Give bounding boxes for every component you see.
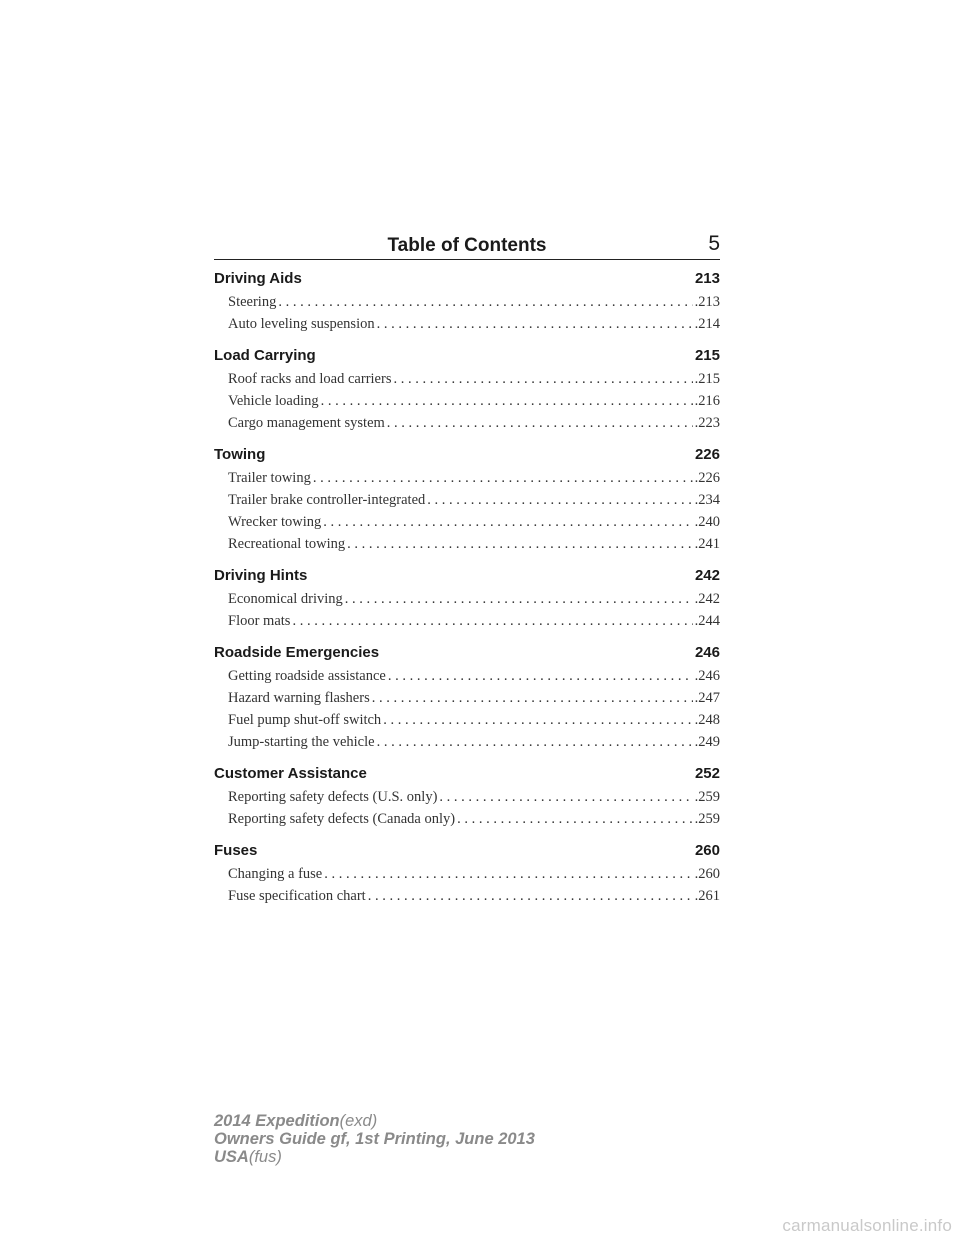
- entry-page: .234: [694, 492, 720, 508]
- dot-leader: [292, 610, 692, 632]
- page-number: 5: [708, 232, 720, 255]
- toc-entry[interactable]: [214, 786, 720, 808]
- section-heading[interactable]: [214, 444, 720, 466]
- toc-entry[interactable]: [214, 885, 720, 907]
- dot-leader: [321, 390, 693, 412]
- dot-leader: [324, 863, 692, 885]
- entry-title: Cargo management system: [228, 415, 385, 431]
- entry-page: .248: [694, 712, 720, 728]
- entry-page: .247: [694, 690, 720, 706]
- entry-title: Reporting safety defects (U.S. only): [228, 789, 438, 805]
- dot-leader: [383, 709, 692, 731]
- entry-title: Reporting safety defects (Canada only): [228, 811, 456, 827]
- toc-section: [214, 840, 720, 907]
- entry-title: Economical driving: [228, 591, 343, 607]
- page-title: Table of Contents: [387, 235, 547, 256]
- toc-list: [214, 268, 720, 907]
- toc-section: [214, 345, 720, 434]
- entry-page: .216: [694, 393, 720, 409]
- toc-entry[interactable]: [214, 291, 720, 313]
- toc-entry[interactable]: [214, 863, 720, 885]
- toc-entry[interactable]: [214, 511, 720, 533]
- entry-title: Steering: [228, 294, 277, 310]
- entry-title: Getting roadside assistance: [228, 668, 386, 684]
- entry-page: .260: [694, 866, 720, 882]
- footer-line-1: [214, 1112, 535, 1130]
- toc-entry[interactable]: [214, 588, 720, 610]
- toc-entry[interactable]: [214, 390, 720, 412]
- entry-title: Trailer towing: [228, 470, 311, 486]
- section-heading[interactable]: [214, 840, 720, 862]
- dot-leader: [387, 412, 693, 434]
- dot-leader: [313, 467, 693, 489]
- section-heading[interactable]: [214, 345, 720, 367]
- entry-page: .244: [694, 613, 720, 629]
- dot-leader: [393, 368, 692, 390]
- section-page: 213: [694, 270, 720, 287]
- dot-leader: [457, 808, 693, 830]
- entry-page: .241: [694, 536, 720, 552]
- entry-title: Hazard warning flashers: [228, 690, 370, 706]
- section-page: 246: [694, 644, 720, 661]
- toc-entry[interactable]: [214, 709, 720, 731]
- section-heading[interactable]: [214, 642, 720, 664]
- entry-title: Roof racks and load carriers: [228, 371, 392, 387]
- section-page: 252: [694, 765, 720, 782]
- toc-entry[interactable]: [214, 665, 720, 687]
- entry-page: .226: [694, 470, 720, 486]
- entry-title: Trailer brake controller-integrated: [228, 492, 426, 508]
- dot-leader: [388, 665, 693, 687]
- footer-line-3: [214, 1148, 535, 1166]
- toc-page: [214, 229, 720, 917]
- toc-entry[interactable]: [214, 731, 720, 753]
- entry-title: Wrecker towing: [228, 514, 322, 530]
- entry-title: Changing a fuse: [228, 866, 323, 882]
- section-heading[interactable]: [214, 565, 720, 587]
- entry-title: Jump-starting the vehicle: [228, 734, 375, 750]
- dot-leader: [427, 489, 692, 511]
- footer-model: 2014 Expedition: [214, 1112, 340, 1130]
- toc-entry[interactable]: [214, 467, 720, 489]
- toc-entry[interactable]: [214, 313, 720, 335]
- section-title: Fuses: [214, 842, 258, 859]
- toc-entry[interactable]: [214, 687, 720, 709]
- section-title: Customer Assistance: [214, 765, 367, 782]
- entry-page: .261: [694, 888, 720, 904]
- footer-market: USA: [214, 1148, 249, 1166]
- dot-leader: [439, 786, 692, 808]
- footer-printing: Owners Guide gf, 1st Printing, June 2013: [214, 1130, 535, 1148]
- entry-title: Fuel pump shut-off switch: [228, 712, 382, 728]
- entry-page: .259: [694, 811, 720, 827]
- dot-leader: [377, 313, 693, 335]
- toc-section: [214, 565, 720, 632]
- document-footer: [214, 1112, 535, 1166]
- entry-page: .223: [694, 415, 720, 431]
- entry-page: .240: [694, 514, 720, 530]
- entry-page: .215: [694, 371, 720, 387]
- section-heading[interactable]: [214, 763, 720, 785]
- section-title: Load Carrying: [214, 347, 316, 364]
- page-header: [214, 229, 720, 260]
- section-page: 226: [694, 446, 720, 463]
- dot-leader: [372, 687, 693, 709]
- entry-page: .213: [694, 294, 720, 310]
- section-page: 260: [694, 842, 720, 859]
- section-heading[interactable]: [214, 268, 720, 290]
- toc-section: [214, 444, 720, 555]
- toc-entry[interactable]: [214, 489, 720, 511]
- section-page: 215: [694, 347, 720, 364]
- footer-model-code: (exd): [339, 1112, 378, 1130]
- section-title: Driving Aids: [214, 270, 302, 287]
- entry-title: Recreational towing: [228, 536, 346, 552]
- entry-page: .246: [694, 668, 720, 684]
- entry-page: .242: [694, 591, 720, 607]
- toc-section: [214, 268, 720, 335]
- toc-entry[interactable]: [214, 533, 720, 555]
- dot-leader: [368, 885, 693, 907]
- dot-leader: [345, 588, 693, 610]
- section-page: 242: [694, 567, 720, 584]
- entry-page: .249: [694, 734, 720, 750]
- dot-leader: [278, 291, 692, 313]
- footer-market-code: (fus): [248, 1148, 282, 1166]
- entry-title: Floor mats: [228, 613, 291, 629]
- entry-page: .259: [694, 789, 720, 805]
- dot-leader: [323, 511, 692, 533]
- section-title: Driving Hints: [214, 567, 308, 584]
- entry-title: Vehicle loading: [228, 393, 319, 409]
- entry-title: Fuse specification chart: [228, 888, 366, 904]
- toc-entry[interactable]: [214, 808, 720, 830]
- section-title: Roadside Emergencies: [214, 644, 380, 661]
- footer-line-2: [214, 1130, 535, 1148]
- toc-entry[interactable]: [214, 610, 720, 632]
- entry-title: Auto leveling suspension: [228, 316, 375, 332]
- dot-leader: [347, 533, 692, 555]
- toc-entry[interactable]: [214, 412, 720, 434]
- section-title: Towing: [214, 446, 266, 463]
- toc-entry[interactable]: [214, 368, 720, 390]
- watermark-text: carmanualsonline.info: [782, 1216, 952, 1235]
- toc-section: [214, 763, 720, 830]
- toc-section: [214, 642, 720, 753]
- dot-leader: [377, 731, 693, 753]
- entry-page: .214: [694, 316, 720, 332]
